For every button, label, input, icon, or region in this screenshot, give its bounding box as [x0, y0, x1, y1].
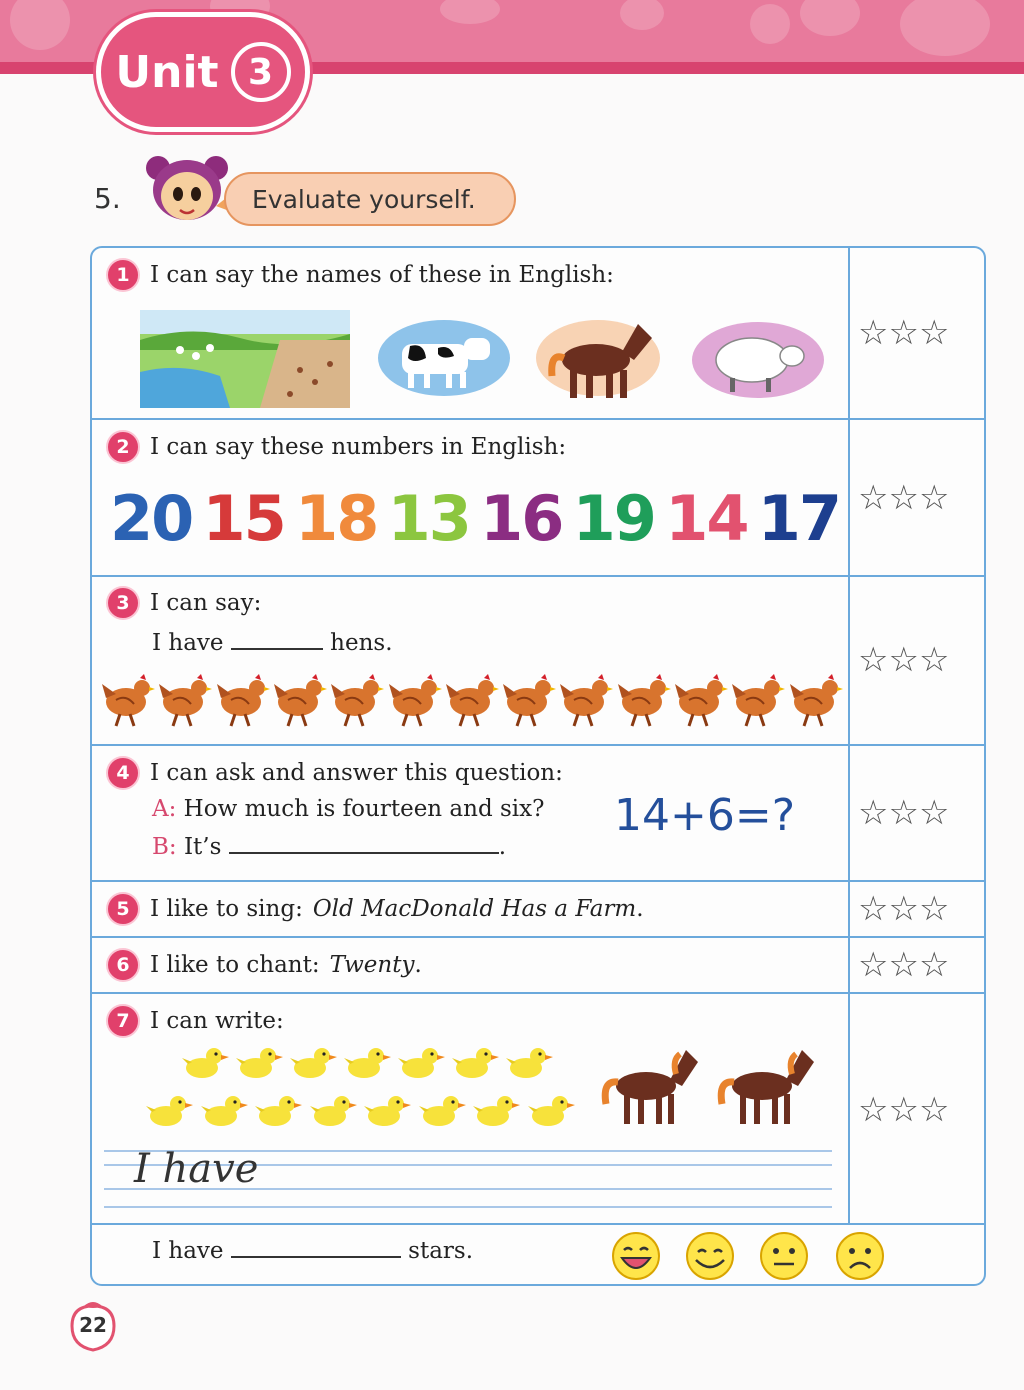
row-4-text: I can ask and answer this question:: [150, 760, 563, 786]
duck-icon: [182, 1044, 230, 1080]
row-6-end: .: [414, 952, 422, 978]
row-6-text: I like to chant:: [150, 952, 320, 978]
smiling-face-icon[interactable]: [687, 1233, 733, 1279]
hens-row: [100, 672, 846, 730]
cow-image: [376, 318, 512, 398]
row-3-stars[interactable]: ☆☆☆: [858, 640, 950, 680]
row-divider: [92, 575, 984, 577]
page-number: 22: [79, 1313, 107, 1337]
row-divider: [92, 744, 984, 746]
duck-icon: [452, 1044, 500, 1080]
equation: 14+6=?: [614, 790, 796, 841]
row-2-label: [106, 430, 566, 464]
section-number: 5.: [94, 182, 121, 215]
number-list: [110, 482, 840, 562]
page-number-badge: [66, 1298, 120, 1352]
hen-icon: [157, 672, 213, 728]
duck-icon: [528, 1092, 576, 1128]
row-3-label: [106, 586, 261, 620]
hen-icon: [673, 672, 729, 728]
speaker-a-label: A:: [152, 796, 177, 822]
number-item: 15: [202, 482, 285, 555]
farm-scene-image: [140, 310, 350, 408]
summary-line: [152, 1238, 473, 1264]
hens-answer-blank[interactable]: [231, 630, 323, 650]
hens-sentence-start: I have: [152, 630, 224, 656]
row-2-number: 2: [106, 430, 140, 464]
hen-icon: [444, 672, 500, 728]
duck-icon: [236, 1044, 284, 1080]
hen-icon: [501, 672, 557, 728]
row-5-label: [106, 892, 644, 926]
duck-icon: [506, 1044, 554, 1080]
row-4-number: 4: [106, 756, 140, 790]
horse-icon: [596, 1040, 702, 1132]
stars-column-divider: [848, 248, 850, 1225]
row-1-number: 1: [106, 258, 140, 292]
row-2-text: I can say these numbers in English:: [150, 434, 567, 460]
horse-image: [534, 312, 664, 404]
unit-number: 3: [231, 42, 291, 102]
number-item: 18: [295, 482, 378, 555]
sad-face-icon[interactable]: [837, 1233, 883, 1279]
summary-end: stars.: [408, 1238, 474, 1264]
handwritten-prompt: I have: [134, 1146, 259, 1192]
hen-icon: [616, 672, 672, 728]
question-line: [152, 796, 544, 822]
duck-icon: [398, 1044, 446, 1080]
stars-total-blank[interactable]: [231, 1238, 401, 1258]
answer-start: It’s: [183, 834, 222, 860]
section-title: Evaluate yourself.: [224, 172, 516, 226]
duck-icon: [255, 1092, 303, 1128]
duck-icon: [419, 1092, 467, 1128]
row-1-stars[interactable]: ☆☆☆: [858, 313, 950, 353]
row-5-text: I like to sing:: [150, 896, 303, 922]
horse-icon: [712, 1040, 818, 1132]
number-item: 17: [757, 482, 840, 555]
row-divider: [92, 992, 984, 994]
row-1-label: [106, 258, 614, 292]
unit-label: Unit: [115, 46, 219, 98]
hen-icon: [558, 672, 614, 728]
hen-icon: [730, 672, 786, 728]
duck-icon: [290, 1044, 338, 1080]
number-item: 16: [480, 482, 563, 555]
number-item: 20: [110, 482, 193, 555]
unit-badge: [96, 12, 310, 132]
faces-rating: [610, 1230, 890, 1282]
hens-sentence-end: hens.: [330, 630, 393, 656]
hen-icon: [788, 672, 844, 728]
ducks-group: [146, 1044, 586, 1134]
row-5-number: 5: [106, 892, 140, 926]
duck-icon: [473, 1092, 521, 1128]
row-divider: [92, 936, 984, 938]
row-divider: [92, 1223, 984, 1225]
row-4-stars[interactable]: ☆☆☆: [858, 793, 950, 833]
sheep-image: [690, 320, 826, 400]
answer-end: .: [498, 834, 507, 860]
row-7-stars[interactable]: ☆☆☆: [858, 1090, 950, 1130]
row-7-text: I can write:: [150, 1008, 284, 1034]
duck-icon: [344, 1044, 392, 1080]
summary-start: I have: [152, 1238, 224, 1264]
hen-icon: [215, 672, 271, 728]
duck-icon: [310, 1092, 358, 1128]
row-divider: [92, 880, 984, 882]
girl-mascot-icon: [138, 150, 238, 230]
row-4-label: [106, 756, 563, 790]
row-6-label: [106, 948, 422, 982]
row-5-end: .: [636, 896, 644, 922]
answer-blank[interactable]: [229, 834, 499, 854]
row-7-number: 7: [106, 1004, 140, 1038]
number-item: 13: [387, 482, 470, 555]
answer-line: [152, 834, 506, 860]
row-divider: [92, 418, 984, 420]
number-item: 19: [572, 482, 655, 555]
song-title: Old MacDonald Has a Farm: [312, 896, 637, 922]
duck-icon: [201, 1092, 249, 1128]
chant-title: Twenty: [329, 952, 415, 978]
row-6-number: 6: [106, 948, 140, 982]
hen-icon: [387, 672, 443, 728]
row-7-label: [106, 1004, 284, 1038]
row-3-text: I can say:: [150, 590, 262, 616]
hens-sentence: [152, 630, 393, 656]
row-5-stars[interactable]: ☆☆☆: [858, 889, 950, 929]
horses-group: [596, 1040, 826, 1136]
row-6-stars[interactable]: ☆☆☆: [858, 945, 950, 985]
duck-icon: [146, 1092, 194, 1128]
hen-icon: [100, 672, 156, 728]
question-text: How much is fourteen and six?: [183, 796, 545, 822]
hen-icon: [329, 672, 385, 728]
neutral-face-icon[interactable]: [761, 1233, 807, 1279]
laughing-face-icon[interactable]: [613, 1233, 659, 1279]
row-2-stars[interactable]: ☆☆☆: [858, 478, 950, 518]
row-1-text: I can say the names of these in English:: [150, 262, 614, 288]
row-3-number: 3: [106, 586, 140, 620]
duck-icon: [364, 1092, 412, 1128]
hen-icon: [272, 672, 328, 728]
number-item: 14: [665, 482, 748, 555]
speaker-b-label: B:: [152, 834, 177, 860]
